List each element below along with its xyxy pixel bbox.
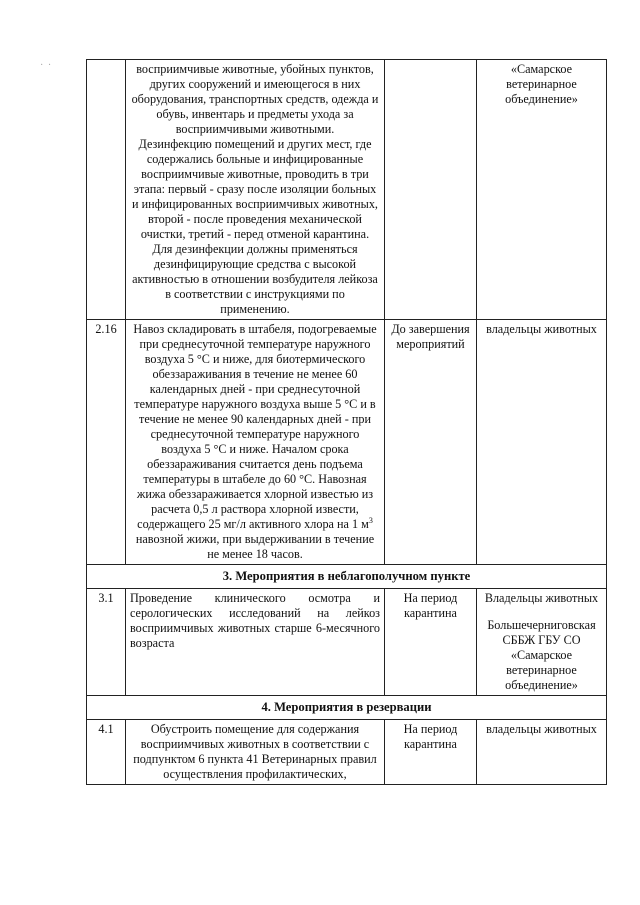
responsible-cell: владельцы животных — [477, 720, 607, 785]
measure-text — [126, 320, 385, 565]
responsible-cell: владельцы животных — [477, 320, 607, 565]
term-cell: На период карантина — [385, 589, 477, 696]
responsible-cell: «Самарское ветеринарное объединение» — [477, 60, 607, 320]
responsible-line: Владельцы животных — [484, 591, 599, 605]
table-row — [87, 320, 607, 565]
section-row — [87, 565, 607, 589]
measure-paragraph: Дезинфекцию помещений и других мест, где содержались больные и инфицированные восприимчивые животные, проводить в три этапа: первый - сразу после изоляции больных и инфицированных восприимчивых животных, второй - после проведения механической очистки, третий - перед отменой карантина. — [132, 137, 378, 241]
term-cell: До завершения мероприятий — [385, 320, 477, 565]
measure-text: Проведение клинического осмотра и серологических исследований на лейкоз восприимчивых животных старше 6-месячного возраста — [126, 589, 385, 696]
measures-table — [86, 59, 607, 785]
table-row — [87, 720, 607, 785]
row-number: 2.16 — [87, 320, 126, 565]
measure-paragraph: Для дезинфекции должны применяться дезинфицирующие средства с высокой активностью в отношении возбудителя лейкоза в соответствии с инструкциями по применению. — [132, 242, 378, 316]
measure-paragraph: восприимчивые животные, убойных пунктов, других сооружений и имеющегося в них оборудования, транспортных средств, одежда и обувь, инвентарь и предметы ухода за восприимчивыми животными. — [131, 62, 379, 136]
term-cell — [385, 60, 477, 320]
table-row — [87, 60, 607, 320]
row-number: 3.1 — [87, 589, 126, 696]
measure-text-part: навозной жижи, при выдерживании в течение не менее 18 часов. — [135, 532, 375, 561]
measure-text-part: Навоз складировать в штабеля, подогреваемые при среднесуточной температуре наружного воздуха 5 °С и ниже, для биотермического обеззараживания в течение не менее 60 календарных дней - при среднесуточной температуре наружного воздуха выше 5 °С и в течение не менее 90 календарных дней - при среднесуточной температуре наружного воздуха 5 °С и ниже. Началом срока обеззараживания считается день подъема температуры в штабеле до 60 °С. Навозная жижа обеззараживается хлорной известью из расчета 0,5 л раствора хлорной извести, содержащего 25 мг/л активного хлора на 1 м — [133, 322, 377, 531]
row-number — [87, 60, 126, 320]
measure-text: Обустроить помещение для содержания восприимчивых животных в соответствии с подпунктом 6 пункта 41 Ветеринарных правил осуществления профилактических, — [126, 720, 385, 785]
measure-text — [126, 60, 385, 320]
scan-artifact: · · — [40, 60, 53, 71]
responsible-cell — [477, 589, 607, 696]
table-row — [87, 589, 607, 696]
section-heading: 4. Мероприятия в резервации — [87, 696, 607, 720]
row-number: 4.1 — [87, 720, 126, 785]
section-heading: 3. Мероприятия в неблагополучном пункте — [87, 565, 607, 589]
responsible-line: Большечерниговская СББЖ ГБУ СО «Самарское ветеринарное объединение» — [487, 618, 596, 692]
term-cell: На период карантина — [385, 720, 477, 785]
superscript: 3 — [368, 515, 373, 525]
section-row — [87, 696, 607, 720]
